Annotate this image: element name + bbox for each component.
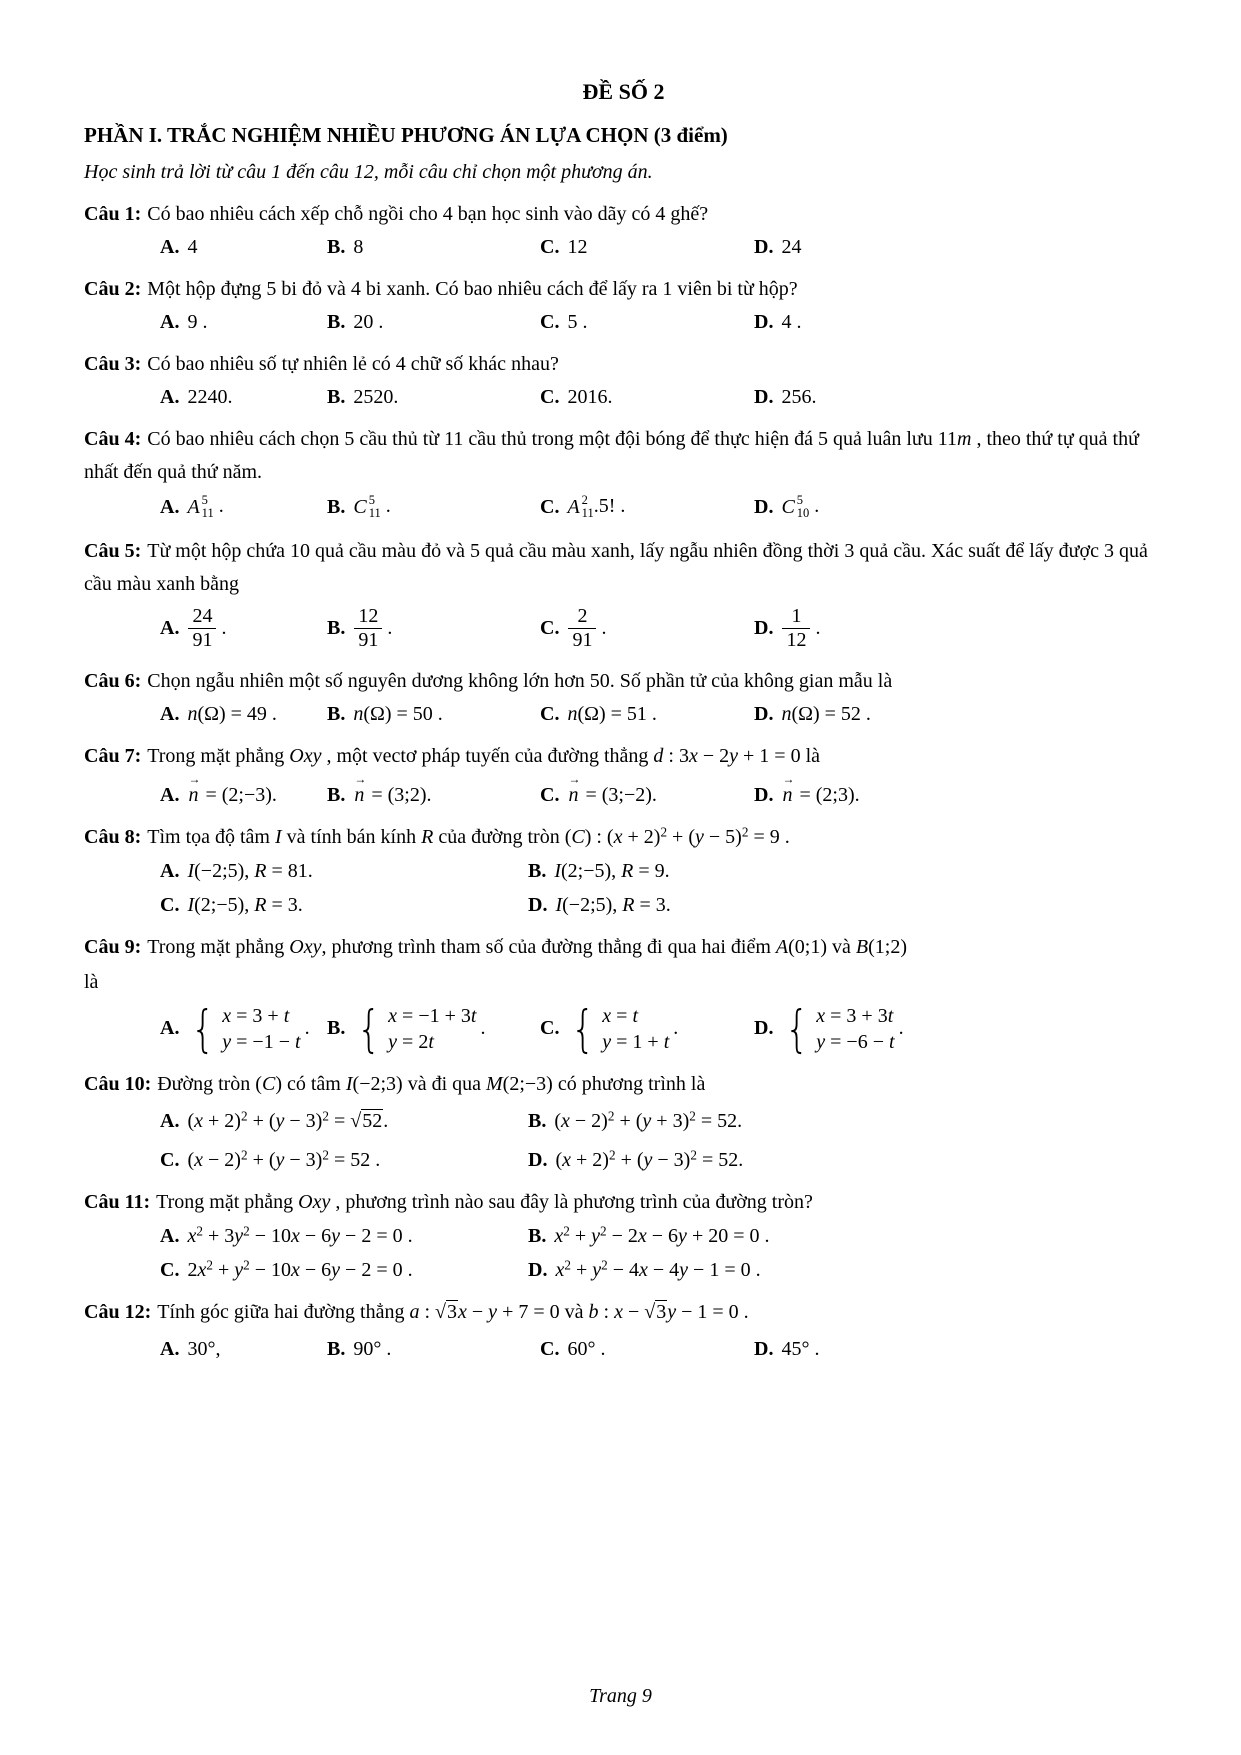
option-tail: . xyxy=(387,616,393,639)
option-tail: . xyxy=(815,616,821,639)
options-row xyxy=(160,999,1163,1059)
option-c xyxy=(540,1333,754,1366)
option-label: D. xyxy=(754,385,774,408)
question-6 xyxy=(84,665,1163,731)
option-c xyxy=(160,1254,528,1287)
system-line-1: x = −1 + 3t xyxy=(388,1004,477,1027)
option-label: A. xyxy=(160,702,180,725)
left-brace-icon: { xyxy=(357,999,382,1058)
option-c xyxy=(160,1144,528,1177)
option-label: C. xyxy=(540,616,560,639)
option-label: C. xyxy=(540,702,560,725)
question-statement: Trong mặt phẳng Oxy, phương trình tham số của đường thẳng đi qua hai điểm A(0;1) và B(1;2) xyxy=(147,935,908,958)
question-8 xyxy=(84,821,1163,922)
option-text: A 5 11 . xyxy=(187,492,224,521)
option-d xyxy=(754,231,801,264)
question-statement: Đường tròn (C) có tâm I(−2;3) và đi qua M(2;−3) có phương trình là xyxy=(157,1072,706,1095)
system-line-2: y = 2t xyxy=(388,1030,434,1053)
option-label: A. xyxy=(160,495,180,518)
system-line-2: y = −6 − t xyxy=(816,1030,895,1053)
question-number: Câu 3: xyxy=(84,352,142,375)
option-label: C. xyxy=(540,495,560,518)
system-line-2: y = −1 − t xyxy=(222,1030,301,1053)
option-d xyxy=(754,698,871,731)
question-9 xyxy=(84,931,1163,1059)
fraction-denominator: 12 xyxy=(782,628,810,652)
option-a xyxy=(160,1220,528,1253)
option-b xyxy=(327,231,540,264)
option-text: $(x - 2)^2 + (y - 3)^2 = 52$ . xyxy=(187,1147,381,1171)
option-b xyxy=(327,489,540,526)
question-2 xyxy=(84,273,1163,339)
option-label: A. xyxy=(160,783,180,806)
option-a xyxy=(160,306,327,339)
option-text: I(−2;5), R = 81. xyxy=(187,859,313,882)
option-text: 45° . xyxy=(781,1337,820,1360)
option-c xyxy=(540,601,754,656)
system-line-1: x = 3 + 3t xyxy=(816,1004,894,1027)
fraction-denominator: 91 xyxy=(188,628,216,652)
option-text: $x^2 + y^2 - 2x - 6y + 20 = 0$ . xyxy=(554,1223,770,1247)
question-4 xyxy=(84,423,1163,526)
option-d xyxy=(754,381,816,414)
question-number: Câu 9: xyxy=(84,935,142,958)
option-text: 60° . xyxy=(567,1337,606,1360)
option-b xyxy=(528,1220,770,1253)
option-a xyxy=(160,779,327,812)
option-label: B. xyxy=(327,702,346,725)
question-12 xyxy=(84,1296,1163,1366)
fraction xyxy=(568,605,596,652)
question-number: Câu 1: xyxy=(84,202,142,225)
system-lines xyxy=(602,1003,669,1055)
option-b xyxy=(327,698,540,731)
option-c xyxy=(540,698,754,731)
option-d xyxy=(528,1144,743,1177)
option-text: 2240. xyxy=(187,385,233,408)
option-text: C 5 10 . xyxy=(781,492,820,521)
option-text: → n = (3;2). xyxy=(353,779,431,812)
system-line-2: y = 1 + t xyxy=(602,1030,670,1053)
option-label: C. xyxy=(160,1148,180,1171)
option-label: C. xyxy=(540,310,560,333)
system-lines xyxy=(388,1003,476,1055)
question-text xyxy=(84,665,1163,698)
option-label: A. xyxy=(160,310,180,333)
option-a xyxy=(160,1105,528,1138)
question-text xyxy=(84,931,1163,964)
option-text: $(x + 2)^2 + (y - 3)^2 = √52$. xyxy=(187,1108,389,1132)
options-row xyxy=(160,1220,1163,1253)
option-a xyxy=(160,999,327,1059)
option-text: 90° . xyxy=(353,1337,392,1360)
option-d xyxy=(528,1254,761,1287)
options-row xyxy=(160,1333,1163,1366)
question-statement: Trong mặt phẳng Oxy , phương trình nào sau đây là phương trình của đường tròn? xyxy=(156,1190,813,1213)
question-statement: Chọn ngẫu nhiên một số nguyên dương không lớn hơn 50. Số phần tử của không gian mẫu là xyxy=(147,669,893,692)
option-text: 8 xyxy=(353,235,364,258)
option-b xyxy=(528,1105,742,1138)
option-label: A. xyxy=(160,616,180,639)
option-label: B. xyxy=(327,616,346,639)
options-row xyxy=(160,381,1163,414)
option-text: 9 . xyxy=(187,310,208,333)
option-label: D. xyxy=(754,235,774,258)
option-label: C. xyxy=(540,783,560,806)
question-number: Câu 2: xyxy=(84,277,142,300)
option-label: C. xyxy=(160,893,180,916)
option-d xyxy=(754,306,801,339)
option-text: 256. xyxy=(781,385,817,408)
option-label: A. xyxy=(160,1224,180,1247)
equation-system xyxy=(353,999,477,1058)
option-text: A 2 11 .5! . xyxy=(567,492,626,521)
option-d xyxy=(754,999,904,1059)
option-tail: . xyxy=(673,1017,679,1040)
section-heading: PHẦN I. TRẮC NGHIỆM NHIỀU PHƯƠNG ÁN LỰA CHỌN (3 điểm) xyxy=(84,123,728,148)
left-brace-icon: { xyxy=(191,999,216,1058)
question-text xyxy=(84,423,1163,489)
option-label: B. xyxy=(327,495,346,518)
option-c xyxy=(540,489,754,526)
option-label: B. xyxy=(327,385,346,408)
option-tail: . xyxy=(480,1017,486,1040)
question-text xyxy=(84,273,1163,306)
question-statement: Tìm tọa độ tâm I và tính bán kính R của đường tròn (C) : $(x + 2)^2 + (y - 5)^2 = 9$ . xyxy=(147,824,790,848)
options-row xyxy=(160,489,1163,526)
option-label: B. xyxy=(528,859,547,882)
equation-system xyxy=(781,999,895,1058)
option-tail: . xyxy=(898,1017,904,1040)
question-text xyxy=(84,348,1163,381)
page-number: Trang 9 xyxy=(589,1685,652,1707)
equation-system xyxy=(567,999,670,1058)
option-text: n(Ω) = 50 . xyxy=(353,702,443,725)
option-c xyxy=(160,889,528,922)
option-label: B. xyxy=(327,1337,346,1360)
system-lines xyxy=(222,1003,300,1055)
option-b xyxy=(327,999,540,1059)
option-text: $(x + 2)^2 + (y - 3)^2 = 52$. xyxy=(555,1147,744,1171)
option-label: A. xyxy=(160,385,180,408)
fraction xyxy=(782,605,810,652)
question-7 xyxy=(84,740,1163,812)
fraction xyxy=(188,605,216,652)
question-text xyxy=(84,1186,1163,1219)
option-text: → n = (2;−3). xyxy=(187,779,276,812)
question-statement: Có bao nhiêu cách chọn 5 cầu thủ từ 11 cầu thủ trong một đội bóng để thực hiện đá 5 quả luân lưu 11m , theo thứ tự quả thứ nhất đến quả thứ năm. xyxy=(84,427,1139,483)
option-label: B. xyxy=(528,1224,547,1247)
option-label: A. xyxy=(160,235,180,258)
system-lines xyxy=(816,1003,894,1055)
option-text: $(x - 2)^2 + (y + 3)^2 = 52$. xyxy=(554,1108,743,1132)
option-text: 30°, xyxy=(187,1337,221,1360)
option-b xyxy=(327,306,540,339)
question-number: Câu 7: xyxy=(84,744,142,767)
option-text: $2x^2 + y^2 - 10x - 6y - 2 = 0$ . xyxy=(187,1257,413,1281)
option-text: $x^2 + y^2 - 4x - 4y - 1 = 0$ . xyxy=(555,1257,761,1281)
option-c xyxy=(540,999,754,1059)
question-statement: Từ một hộp chứa 10 quả cầu màu đỏ và 5 quả cầu màu xanh, lấy ngẫu nhiên đồng thời 3 quả cầu. Xác suất để lấy được 3 quả cầu màu xanh bằng xyxy=(84,539,1148,595)
question-10 xyxy=(84,1068,1163,1177)
option-text: 20 . xyxy=(353,310,384,333)
option-label: B. xyxy=(528,1109,547,1132)
question-text xyxy=(84,821,1163,854)
option-label: B. xyxy=(327,783,346,806)
fraction-numerator: 12 xyxy=(358,604,379,627)
options-row xyxy=(160,855,1163,888)
question-11 xyxy=(84,1186,1163,1287)
option-text: 4 xyxy=(187,235,198,258)
system-line-1: x = 3 + t xyxy=(222,1004,290,1027)
fraction-numerator: 1 xyxy=(791,604,802,627)
option-a xyxy=(160,855,528,888)
option-a xyxy=(160,601,327,656)
option-text: 2520. xyxy=(353,385,399,408)
option-label: C. xyxy=(540,235,560,258)
question-statement: Trong mặt phẳng Oxy , một vectơ pháp tuyến của đường thẳng d : 3x − 2y + 1 = 0 là xyxy=(147,744,821,767)
option-c xyxy=(540,231,754,264)
question-statement: Có bao nhiêu số tự nhiên lẻ có 4 chữ số khác nhau? xyxy=(147,352,559,375)
left-brace-icon: { xyxy=(785,999,810,1058)
option-label: D. xyxy=(754,702,774,725)
option-label: D. xyxy=(754,495,774,518)
option-b xyxy=(528,855,670,888)
option-text: n(Ω) = 52 . xyxy=(781,702,871,725)
option-label: B. xyxy=(327,235,346,258)
question-statement: Một hộp đựng 5 bi đỏ và 4 bi xanh. Có bao nhiêu cách để lấy ra 1 viên bi từ hộp? xyxy=(147,277,798,300)
option-label: D. xyxy=(754,783,774,806)
option-text: → n = (3;−2). xyxy=(567,779,656,812)
option-text: $x^2 + 3y^2 - 10x - 6y - 2 = 0$ . xyxy=(187,1223,413,1247)
options-row xyxy=(160,601,1163,656)
option-label: D. xyxy=(754,1017,774,1040)
option-text: I(2;−5), R = 9. xyxy=(554,859,670,882)
option-d xyxy=(754,489,819,526)
option-label: C. xyxy=(540,1017,560,1040)
option-label: D. xyxy=(528,893,548,916)
option-label: D. xyxy=(754,310,774,333)
question-statement: Có bao nhiêu cách xếp chỗ ngồi cho 4 bạn học sinh vào dãy có 4 ghế? xyxy=(147,202,709,225)
option-a xyxy=(160,381,327,414)
question-number: Câu 4: xyxy=(84,427,142,450)
fraction xyxy=(354,605,382,652)
options-row xyxy=(160,1144,1163,1177)
option-label: D. xyxy=(754,616,774,639)
question-text xyxy=(84,198,1163,231)
fraction-numerator: 24 xyxy=(192,604,213,627)
option-b xyxy=(327,1333,540,1366)
instructions: Học sinh trả lời từ câu 1 đến câu 12, mỗi câu chỉ chọn một phương án. xyxy=(84,160,653,183)
options-row xyxy=(160,698,1163,731)
question-number: Câu 6: xyxy=(84,669,142,692)
option-c xyxy=(540,306,754,339)
option-a xyxy=(160,698,327,731)
option-label: D. xyxy=(528,1258,548,1281)
question-number: Câu 5: xyxy=(84,539,142,562)
option-tail: . xyxy=(304,1017,310,1040)
option-label: B. xyxy=(327,1017,346,1040)
option-text: 24 xyxy=(781,235,802,258)
option-tail: . xyxy=(221,616,227,639)
option-text: 5 . xyxy=(567,310,588,333)
option-d xyxy=(528,889,671,922)
option-a xyxy=(160,489,327,526)
option-text: 4 . xyxy=(781,310,802,333)
options-row xyxy=(160,779,1163,812)
fraction-denominator: 91 xyxy=(354,628,382,652)
question-statement-continued: là xyxy=(84,970,99,993)
options-row xyxy=(160,1105,1163,1138)
option-label: A. xyxy=(160,859,180,882)
option-a xyxy=(160,1333,327,1366)
option-d xyxy=(754,601,820,656)
option-label: B. xyxy=(327,310,346,333)
question-text xyxy=(84,740,1163,773)
question-text xyxy=(84,1068,1163,1101)
question-5 xyxy=(84,535,1163,656)
option-label: C. xyxy=(540,1337,560,1360)
option-b xyxy=(327,381,540,414)
option-text: 12 xyxy=(567,235,588,258)
option-b xyxy=(327,779,540,812)
option-label: A. xyxy=(160,1109,180,1132)
question-number: Câu 10: xyxy=(84,1072,152,1095)
question-text xyxy=(84,535,1163,601)
options-row xyxy=(160,306,1163,339)
option-c xyxy=(540,381,754,414)
option-d xyxy=(754,1333,819,1366)
option-text: → n = (2;3). xyxy=(781,779,859,812)
option-text: I(−2;5), R = 3. xyxy=(555,893,671,916)
option-label: A. xyxy=(160,1337,180,1360)
fraction-denominator: 91 xyxy=(568,628,596,652)
system-line-1: x = t xyxy=(602,1004,638,1027)
option-c xyxy=(540,779,754,812)
options-row xyxy=(160,231,1163,264)
option-text: n(Ω) = 51 . xyxy=(567,702,657,725)
question-statement: Tính góc giữa hai đường thẳng a : √3x − y + 7 = 0 và b : x − √3y − 1 = 0 . xyxy=(157,1300,749,1323)
question-3 xyxy=(84,348,1163,414)
option-a xyxy=(160,231,327,264)
options-row xyxy=(160,889,1163,922)
question-text xyxy=(84,1296,1163,1329)
option-text: I(2;−5), R = 3. xyxy=(187,893,303,916)
page-title: ĐỀ SỐ 2 xyxy=(582,79,665,104)
option-label: C. xyxy=(540,385,560,408)
options-row xyxy=(160,1254,1163,1287)
option-label: A. xyxy=(160,1017,180,1040)
option-text: C 5 11 . xyxy=(353,492,391,521)
option-label: D. xyxy=(528,1148,548,1171)
question-number: Câu 8: xyxy=(84,825,142,848)
option-tail: . xyxy=(601,616,607,639)
left-brace-icon: { xyxy=(571,999,596,1058)
question-number: Câu 12: xyxy=(84,1300,152,1323)
question-number: Câu 11: xyxy=(84,1190,151,1213)
question-1 xyxy=(84,198,1163,264)
option-b xyxy=(327,601,540,656)
option-label: C. xyxy=(160,1258,180,1281)
option-label: D. xyxy=(754,1337,774,1360)
option-d xyxy=(754,779,860,812)
option-text: 2016. xyxy=(567,385,613,408)
fraction-numerator: 2 xyxy=(577,604,588,627)
option-text: n(Ω) = 49 . xyxy=(187,702,277,725)
equation-system xyxy=(187,999,301,1058)
